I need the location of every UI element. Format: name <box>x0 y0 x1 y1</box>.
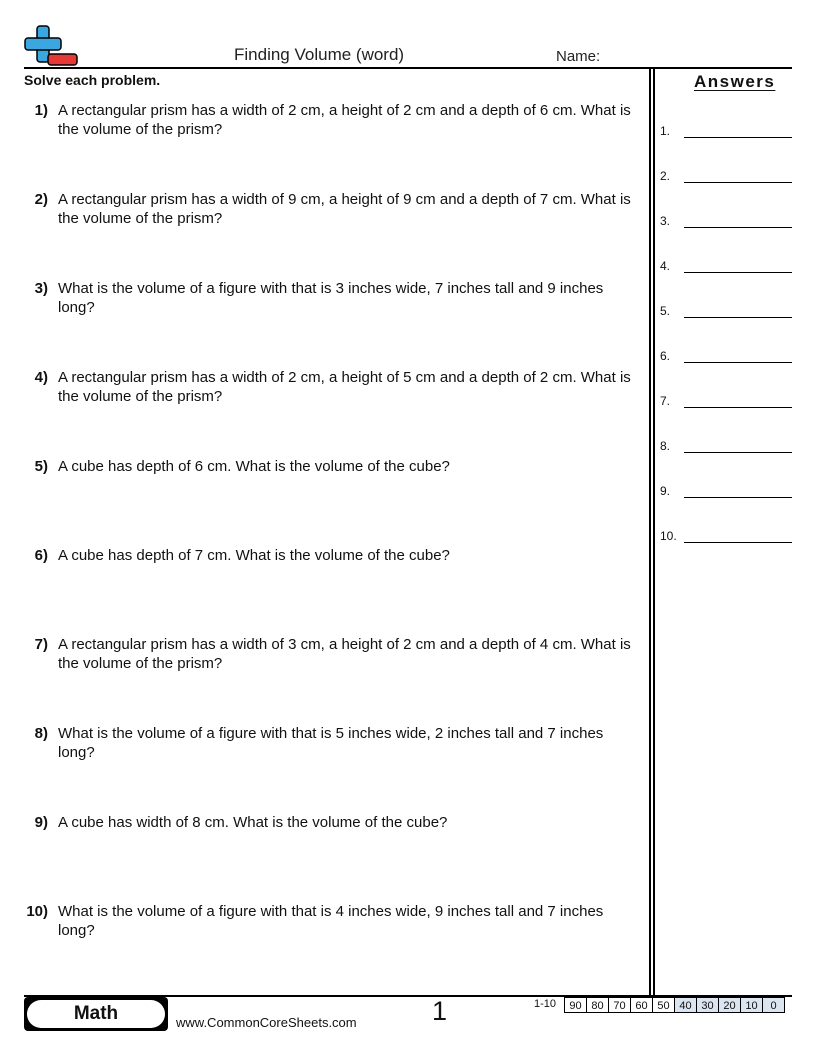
problem-text: A cube has depth of 7 cm. What is the volume of the cube? <box>58 547 450 564</box>
score-cell: 60 <box>631 997 653 1013</box>
problem-item <box>24 368 644 406</box>
score-cell: 20 <box>719 997 741 1013</box>
answer-number: 5. <box>660 304 671 318</box>
website-link[interactable]: www.CommonCoreSheets.com <box>176 1015 357 1030</box>
answer-blank[interactable] <box>660 523 792 543</box>
problem-number: 10) <box>26 903 48 920</box>
answer-number: 2. <box>660 169 671 183</box>
problem-number: 1) <box>34 102 48 119</box>
problem-text: A rectangular prism has a width of 3 cm, a height of 2 cm and a depth of 4 cm. What is the volume of the prism? <box>58 636 631 672</box>
problem-item <box>24 902 644 940</box>
problem-item <box>24 457 644 476</box>
plus-minus-logo-icon <box>24 24 80 68</box>
problem-text: What is the volume of a figure with that is 4 inches wide, 9 inches tall and 7 inches long? <box>58 903 604 939</box>
answer-number: 8. <box>660 439 671 453</box>
problem-number: 6) <box>34 547 48 564</box>
problem-text: What is the volume of a figure with that is 3 inches wide, 7 inches tall and 9 inches long? <box>58 280 604 316</box>
problem-number: 8) <box>34 725 48 742</box>
score-cell: 30 <box>697 997 719 1013</box>
score-range-label: 1-10 <box>534 998 557 1010</box>
problem-number: 3) <box>34 280 48 297</box>
answer-number: 4. <box>660 259 671 273</box>
problem-text: A rectangular prism has a width of 2 cm, a height of 2 cm and a depth of 6 cm. What is the volume of the prism? <box>58 102 631 138</box>
problem-item <box>24 813 644 832</box>
answer-column-divider <box>653 68 655 996</box>
score-table <box>564 997 785 1013</box>
problem-text: A cube has depth of 6 cm. What is the volume of the cube? <box>58 458 450 475</box>
subject-label: Math <box>27 1000 165 1028</box>
score-cell: 0 <box>763 997 785 1013</box>
problem-number: 5) <box>34 458 48 475</box>
answer-number: 7. <box>660 394 671 408</box>
problem-item <box>24 546 644 565</box>
score-cell: 90 <box>565 997 587 1013</box>
answer-blank[interactable] <box>660 388 792 408</box>
answer-blank[interactable] <box>660 163 792 183</box>
problem-item <box>24 279 644 317</box>
answer-blank[interactable] <box>660 433 792 453</box>
score-cell: 80 <box>587 997 609 1013</box>
score-cell: 70 <box>609 997 631 1013</box>
worksheet-title: Finding Volume (word) <box>234 45 405 64</box>
problem-number: 9) <box>34 814 48 831</box>
problem-text: A rectangular prism has a width of 2 cm, a height of 5 cm and a depth of 2 cm. What is the volume of the prism? <box>58 369 631 405</box>
answer-number: 9. <box>660 484 671 498</box>
problem-number: 2) <box>34 191 48 208</box>
problem-item <box>24 190 644 228</box>
instructions: Solve each problem. <box>24 72 161 88</box>
problem-number: 4) <box>34 369 48 386</box>
problem-item <box>24 635 644 673</box>
problem-text: A cube has width of 8 cm. What is the volume of the cube? <box>58 814 448 831</box>
problem-item <box>24 101 644 139</box>
answer-number: 3. <box>660 214 671 228</box>
score-cell: 50 <box>653 997 675 1013</box>
answer-number: 6. <box>660 349 671 363</box>
answer-blank[interactable] <box>660 208 792 228</box>
answer-number: 10. <box>660 529 677 543</box>
problem-item <box>24 724 644 762</box>
page-number: 1 <box>432 996 448 1026</box>
header-rule <box>24 67 792 69</box>
problem-text: A rectangular prism has a width of 9 cm, a height of 9 cm and a depth of 7 cm. What is the volume of the prism? <box>58 191 631 227</box>
answer-blank[interactable] <box>660 478 792 498</box>
answer-blank[interactable] <box>660 343 792 363</box>
answer-column-divider <box>649 68 651 996</box>
answer-number: 1. <box>660 124 671 138</box>
answer-blank[interactable] <box>660 298 792 318</box>
problem-text: What is the volume of a figure with that is 5 inches wide, 2 inches tall and 7 inches long? <box>58 725 604 761</box>
problem-number: 7) <box>34 636 48 653</box>
answers-heading: Answers <box>694 72 776 91</box>
score-cell: 10 <box>741 997 763 1013</box>
subject-badge <box>24 997 168 1031</box>
name-label: Name: <box>556 48 601 65</box>
answer-blank[interactable] <box>660 253 792 273</box>
score-cell: 40 <box>675 997 697 1013</box>
answer-blank[interactable] <box>660 118 792 138</box>
